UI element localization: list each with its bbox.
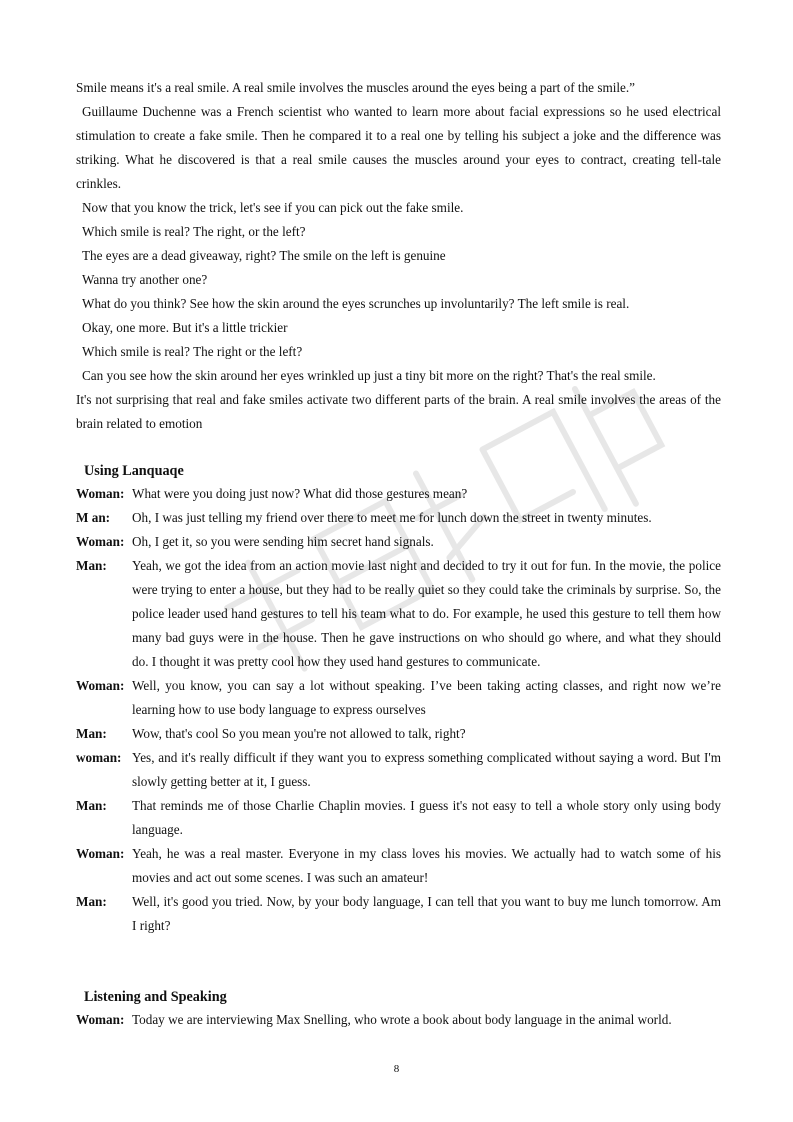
- dialogue-line: [76, 794, 721, 842]
- speaker-label: Woman:: [76, 678, 125, 693]
- paragraph: Which smile is real? The right or the left?: [82, 344, 303, 359]
- paragraph: Which smile is real? The right, or the left?: [82, 224, 306, 239]
- dialogue-text: Well, you know, you can say a lot without speaking. I’ve been taking acting classes, and right now we’re learning how to use body language to express ourselves: [132, 678, 721, 717]
- dialogue-text: Yeah, he was a real master. Everyone in my class loves his movies. We actually had to watch some of his movies and act out some scenes. I was such an amateur!: [132, 846, 721, 885]
- dialogue-text: Well, it's good you tried. Now, by your body language, I can tell that you want to buy me lunch tomorrow. Am I right?: [132, 894, 721, 933]
- paragraph: Smile means it's a real smile. A real smile involves the muscles around the eyes being a part of the smile.”: [76, 80, 636, 95]
- dialogue-text: Wow, that's cool So you mean you're not allowed to talk, right?: [132, 726, 466, 741]
- paragraph: Okay, one more. But it's a little trickier: [82, 320, 288, 335]
- speaker-label: Woman:: [76, 534, 125, 549]
- speaker-label: M an:: [76, 510, 111, 525]
- speaker-label: Man:: [76, 798, 107, 813]
- dialogue-listening-speaking: [76, 1008, 721, 1032]
- section-heading: Listening and Speaking: [84, 989, 227, 1005]
- dialogue-text: Today we are interviewing Max Snelling, who wrote a book about body language in the animal world.: [132, 1012, 672, 1027]
- intro-section: [76, 76, 721, 436]
- dialogue-text: Oh, I was just telling my friend over there to meet me for lunch down the street in twenty minutes.: [132, 510, 652, 525]
- speaker-label: Man:: [76, 726, 107, 741]
- paragraph: The eyes are a dead giveaway, right? The smile on the left is genuine: [82, 248, 446, 263]
- speaker-label: Woman:: [76, 846, 125, 861]
- dialogue-text: Yeah, we got the idea from an action movie last night and decided to try it out for fun. In the movie, the police were trying to enter a house, but they had to be really quiet so they could take the criminals by surprise. So, the police leader used hand gestures to tell his team what to do. For example, he used this gesture to tell them how many bad guys were in the house. Then he gave instructions on who should go where, and what they should do. I thought it was pretty cool how they used hand gestures to communicate.: [132, 558, 721, 669]
- dialogue-line: [76, 1008, 721, 1032]
- dialogue-text: What were you doing just now? What did those gestures mean?: [132, 486, 468, 501]
- paragraph: Can you see how the skin around her eyes wrinkled up just a tiny bit more on the right? That's the real smile.: [82, 368, 656, 383]
- dialogue-line: [76, 674, 721, 722]
- paragraph: Guillaume Duchenne was a French scientist who wanted to learn more about facial expressions so he used electrical stimulation to create a fake smile. Then he compared it to a real one by telling his subject a joke and the difference was striking. What he discovered is that a real smile causes the muscles around your eyes to contract, creating tell-tale crinkles.: [76, 104, 721, 191]
- dialogue-text: Yes, and it's really difficult if they want you to express something complicated without saying a word. But I'm slowly getting better at it, I guess.: [132, 750, 721, 789]
- paragraph: Wanna try another one?: [82, 272, 208, 287]
- dialogue-line: [76, 722, 721, 746]
- speaker-label: Woman:: [76, 1012, 125, 1027]
- section-heading: Using Lanquaqe: [84, 463, 184, 479]
- speaker-label: woman:: [76, 750, 122, 765]
- dialogue-line: [76, 890, 721, 938]
- dialogue-line: [76, 482, 721, 506]
- dialogue-using-language: [76, 482, 721, 938]
- dialogue-line: [76, 842, 721, 890]
- dialogue-line: [76, 530, 721, 554]
- paragraph: It's not surprising that real and fake smiles activate two different parts of the brain. A real smile involves the areas of the brain related to emotion: [76, 392, 721, 431]
- dialogue-text: That reminds me of those Charlie Chaplin movies. I guess it's not easy to tell a whole story only using body language.: [132, 798, 721, 837]
- dialogue-line: [76, 554, 721, 674]
- paragraph: What do you think? See how the skin around the eyes scrunches up involuntarily? The left smile is real.: [82, 296, 630, 311]
- paragraph: Now that you know the trick, let's see if you can pick out the fake smile.: [82, 200, 464, 215]
- dialogue-line: [76, 746, 721, 794]
- page-number: 8: [393, 1063, 400, 1075]
- dialogue-line: [76, 506, 721, 530]
- speaker-label: Man:: [76, 894, 107, 909]
- speaker-label: Man:: [76, 558, 107, 573]
- speaker-label: Woman:: [76, 486, 125, 501]
- dialogue-text: Oh, I get it, so you were sending him secret hand signals.: [132, 534, 434, 549]
